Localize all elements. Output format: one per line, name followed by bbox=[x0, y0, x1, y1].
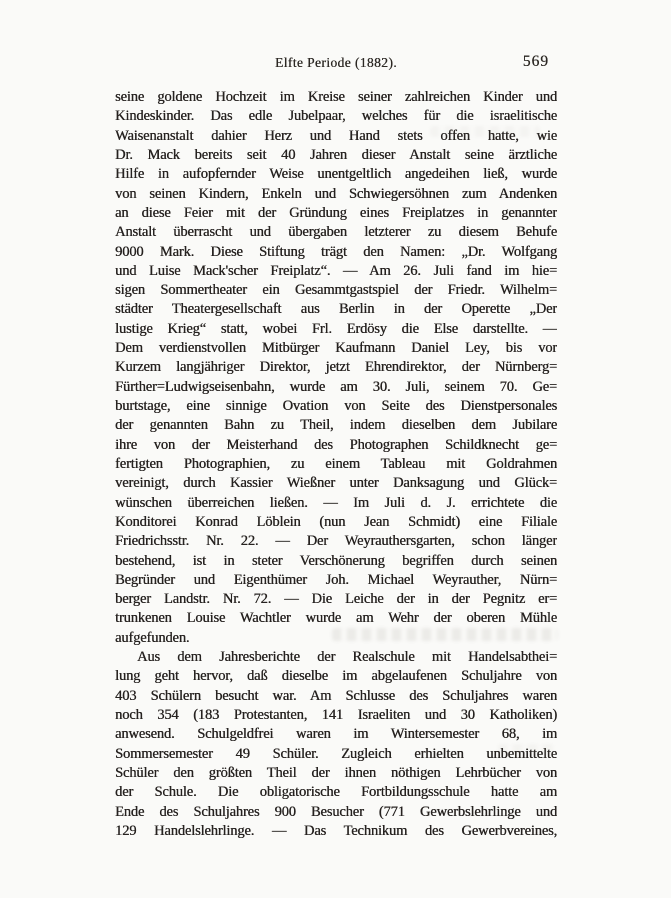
text-line: Dr. Mack bereits seit 40 Jahren dieser Anstalt seine ärztliche bbox=[115, 146, 557, 163]
text-line: anwesend. Schulgeldfrei waren im Wintersemester 68, im bbox=[115, 726, 557, 743]
text-line: Aus dem Jahresberichte der Realschule mit Handelsabthei= bbox=[137, 649, 557, 666]
text-line: Begründer und Eigenthümer Joh. Michael Weyrauther, Nürn= bbox=[115, 571, 557, 588]
text-line: an diese Feier mit der Gründung eines Freiplatzes in genannter bbox=[115, 204, 557, 221]
text-line: 9000 Mark. Diese Stiftung trägt den Namen: „Dr. Wolfgang bbox=[115, 243, 557, 260]
text-line: lung geht hervor, daß dieselbe im abgelaufenen Schuljahre von bbox=[115, 668, 557, 685]
text-line: Friedrichsstr. Nr. 22. — Der Weyrauthersgarten, schon länger bbox=[115, 533, 557, 550]
text-line: Schüler den größten Theil der ihnen nöthigen Lehrbücher von bbox=[115, 764, 557, 781]
text-line: Hilfe in aufopfernder Weise unentgeltlich angedeihen ließ, wurde bbox=[115, 166, 557, 183]
text-line: sigen Sommertheater ein Gesammtgastspiel der Friedr. Wilhelm= bbox=[115, 282, 557, 299]
text-line: Waisenanstalt dahier Herz und Hand stets offen hatte, wie bbox=[115, 127, 557, 144]
text-line: berger Landstr. Nr. 72. — Die Leiche der in der Pegnitz er= bbox=[115, 591, 557, 608]
text-line: lustige Krieg“ statt, wobei Frl. Erdösy die Else darstellte. — bbox=[115, 320, 557, 337]
text-line: Konditorei Konrad Löblein (nun Jean Schmidt) eine Filiale bbox=[115, 513, 557, 530]
text-line: Anstalt überrascht und übergaben letzterer zu diesem Behufe bbox=[115, 224, 557, 241]
text-line: Dem verdienstvollen Mitbürger Kaufmann Daniel Ley, bis vor bbox=[115, 340, 557, 357]
text-line: 403 Schülern besucht war. Am Schlusse des Schuljahres waren bbox=[115, 687, 557, 704]
text-line: Kurzem langjähriger Direktor, jetzt Ehrendirektor, der Nürnberg= bbox=[115, 359, 557, 376]
text-block bbox=[115, 88, 557, 841]
text-line: 129 Handelslehrlinge. — Das Technikum des Gewerbvereines, bbox=[115, 822, 557, 839]
text-line: Fürther=Ludwigseisenbahn, wurde am 30. Juli, seinem 70. Ge= bbox=[115, 378, 557, 395]
running-head bbox=[115, 55, 557, 75]
text-line: der Schule. Die obligatorische Fortbildungsschule hatte am bbox=[115, 784, 557, 801]
text-line: bestehend, ist in steter Verschönerung begriffen durch seinen bbox=[115, 552, 557, 569]
text-line: burtstage, eine sinnige Ovation von Seite des Dienstpersonales bbox=[115, 398, 557, 414]
text-line: ihre von der Meisterhand des Photographen Schildknecht ge= bbox=[115, 436, 557, 453]
text-line: der genannten Bahn zu Theil, indem dieselben dem Jubilare bbox=[115, 417, 557, 434]
text-line: Sommersemester 49 Schüler. Zugleich erhielten unbemittelte bbox=[115, 745, 557, 762]
text-line: noch 354 (183 Protestanten, 141 Israeliten und 30 Katholiken) bbox=[115, 707, 557, 723]
text-line: Kindeskinder. Das edle Jubelpaar, welches für die israelitische bbox=[115, 108, 557, 125]
page-number: 569 bbox=[522, 53, 549, 70]
running-head-title: Elfte Periode (1882). bbox=[275, 55, 397, 70]
text-line: vereinigt, durch Kassier Wießner unter Danksagung und Glück= bbox=[115, 475, 557, 492]
text-line: und Luise Mack'scher Freiplatz“. — Am 26. Juli fand im hie= bbox=[115, 262, 557, 279]
text-line: von seinen Kindern, Enkeln und Schwiegersöhnen zum Andenken bbox=[115, 185, 557, 202]
text-line: seine goldene Hochzeit im Kreise seiner zahlreichen Kinder und bbox=[115, 89, 557, 105]
text-line: fertigten Photographien, zu einem Tableau mit Goldrahmen bbox=[115, 455, 557, 472]
text-line: trunkenen Louise Wachtler wurde am Wehr der oberen Mühle bbox=[115, 610, 557, 627]
text-line: wünschen überreichen ließen. — Im Juli d. J. errichtete die bbox=[115, 494, 557, 511]
text-line: aufgefunden. bbox=[115, 629, 190, 646]
text-line: städter Theatergesellschaft aus Berlin in der Operette „Der bbox=[115, 301, 557, 318]
text-line: Ende des Schuljahres 900 Besucher (771 Gewerbslehrlinge und bbox=[115, 803, 557, 820]
